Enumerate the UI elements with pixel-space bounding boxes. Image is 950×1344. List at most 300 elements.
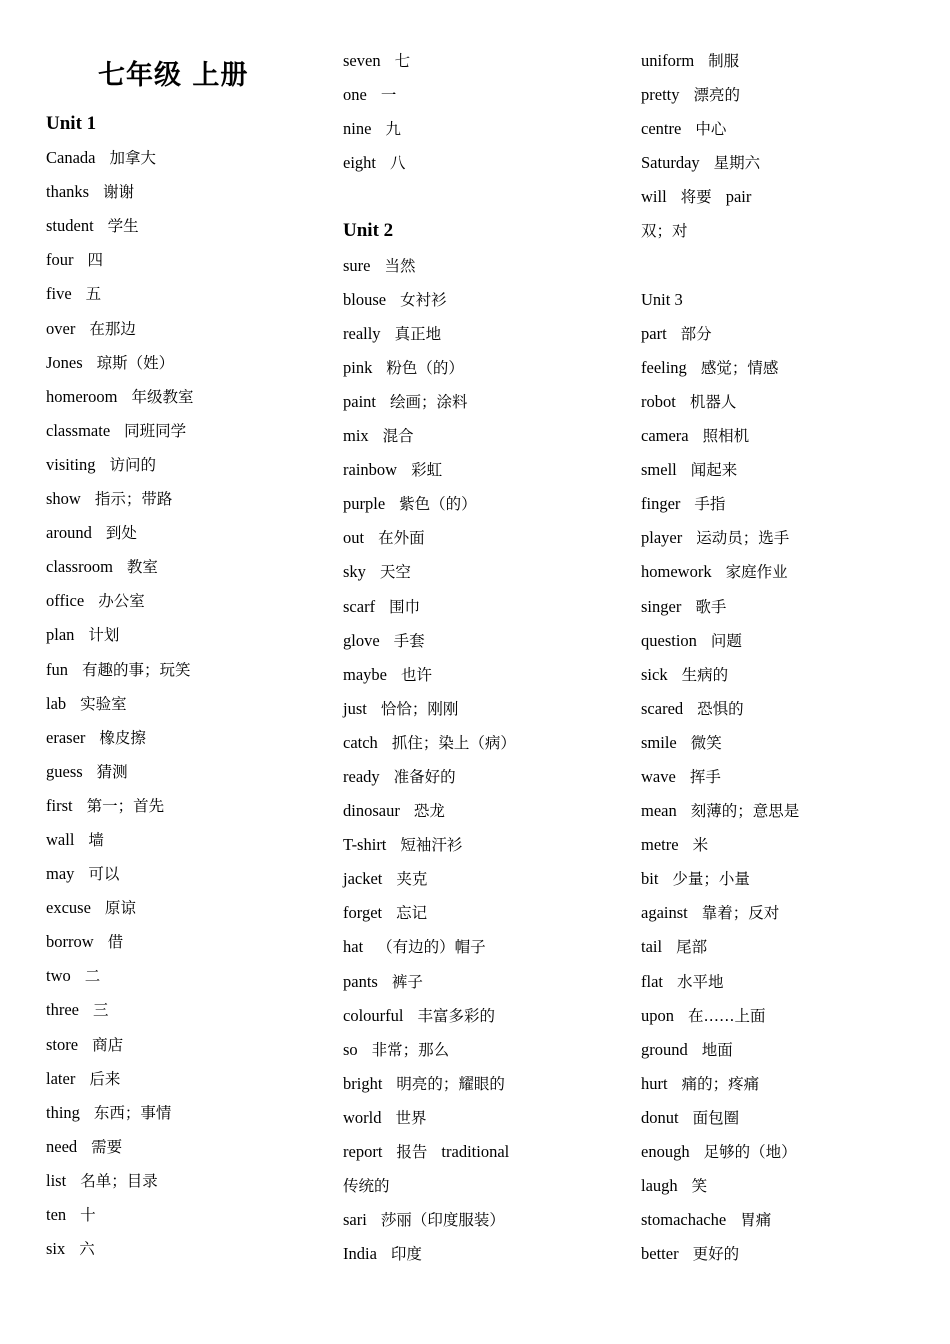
- vocab-entry: [641, 794, 911, 828]
- vocab-word: glove: [343, 630, 380, 650]
- vocab-meaning: 部分: [680, 324, 712, 343]
- vocab-word: traditional: [441, 1142, 510, 1161]
- vocab-continuation: [343, 1169, 613, 1203]
- vocab-meaning: 在那边: [89, 319, 136, 338]
- vocab-meaning: 抓住；染上（病）: [391, 733, 516, 752]
- vocab-word: rainbow: [343, 460, 398, 480]
- vocab-meaning: 六: [79, 1240, 95, 1259]
- vocab-meaning: 访问的: [109, 455, 157, 474]
- vocab-entry: [343, 44, 613, 78]
- vocab-word: Canada: [46, 148, 96, 168]
- vocab-meaning: 办公室: [98, 592, 145, 611]
- vocab-word: around: [46, 523, 92, 543]
- vocab-word: thing: [46, 1102, 80, 1122]
- vocab-meaning: 感觉；情感: [700, 358, 779, 377]
- vocab-word: catch: [343, 732, 378, 752]
- vocab-meaning: 靠着；反对: [701, 904, 780, 923]
- vocab-word: smell: [641, 460, 677, 480]
- vocab-entry: [343, 1203, 613, 1237]
- vocab-entry: [641, 896, 911, 930]
- vocab-entry: [641, 624, 911, 658]
- vocab-word: sick: [641, 664, 668, 684]
- vocab-word: uniform: [641, 51, 695, 70]
- vocab-entry: [46, 891, 316, 925]
- vocab-word: metre: [641, 835, 679, 855]
- vocab-word: out: [343, 528, 365, 548]
- vocab-continuation: [641, 214, 911, 248]
- vocab-meaning: 裤子: [391, 972, 423, 991]
- vocab-word: enough: [641, 1142, 690, 1161]
- vocab-word: dinosaur: [343, 801, 400, 821]
- vocab-meaning: 八: [390, 154, 406, 173]
- vocab-entry: [343, 487, 613, 521]
- vocab-meaning: 胃痛: [740, 1211, 772, 1230]
- vocab-entry: [343, 862, 613, 896]
- vocab-entry: [46, 993, 316, 1027]
- vocab-meaning: 猜测: [96, 762, 128, 781]
- vocab-meaning: 双；对: [641, 222, 688, 241]
- vocab-meaning: 计划: [88, 626, 120, 645]
- vocab-meaning: 十: [80, 1206, 96, 1224]
- vocab-entry: [46, 312, 316, 346]
- vocab-entry: [46, 1164, 316, 1198]
- vocab-meaning: 尾部: [676, 938, 708, 957]
- vocab-word: feeling: [641, 357, 687, 377]
- vocab-meaning: 印度: [390, 1245, 422, 1264]
- vocab-meaning: 琼斯（姓）: [96, 353, 175, 372]
- vocab-meaning: 手套: [393, 631, 425, 650]
- vocab-entry: [641, 760, 911, 794]
- vocab-meaning: 忘记: [396, 904, 428, 923]
- vocab-meaning: 混合: [382, 427, 414, 446]
- vocab-word: donut: [641, 1107, 679, 1127]
- vocab-entry: [343, 828, 613, 862]
- vocab-meaning: 少量；小量: [672, 870, 750, 889]
- vocab-meaning: 准备好的: [393, 767, 456, 786]
- vocab-meaning: 原谅: [104, 899, 136, 918]
- vocab-entry: [46, 687, 316, 721]
- vocab-entry: [46, 243, 316, 277]
- vocab-word: three: [46, 1000, 79, 1020]
- vocab-word: later: [46, 1068, 76, 1088]
- vocab-word: ground: [641, 1039, 688, 1059]
- unit-heading: Unit 3: [641, 289, 683, 309]
- vocab-entry: [46, 618, 316, 652]
- vocab-entry: [343, 794, 613, 828]
- vocab-entry: [343, 760, 613, 794]
- vocab-meaning: 水平地: [677, 972, 724, 991]
- vocab-entry: [641, 112, 911, 146]
- vocab-meaning: 歌手: [695, 597, 727, 616]
- vocab-entry: [343, 419, 613, 453]
- vocab-word: borrow: [46, 932, 94, 952]
- vocab-meaning: 恐惧的: [697, 699, 744, 718]
- vocab-entry: [46, 755, 316, 789]
- vocab-entry: [641, 1169, 911, 1203]
- column-3: [641, 44, 911, 1271]
- vocab-meaning: 在……上面: [688, 1006, 766, 1025]
- vocab-entry: [46, 277, 316, 311]
- vocab-word: jacket: [343, 869, 383, 889]
- vocab-meaning: 真正地: [394, 324, 442, 343]
- vocab-meaning: 恐龙: [413, 802, 445, 821]
- vocab-meaning: 绘画；涂料: [390, 392, 468, 411]
- vocab-entry: [343, 555, 613, 589]
- vocab-entry: [46, 414, 316, 448]
- vocab-meaning: 东西；事情: [93, 1103, 172, 1122]
- vocab-word: tail: [641, 937, 663, 957]
- vocab-meaning: 九: [385, 120, 401, 139]
- vocab-meaning: 年级教室: [131, 387, 194, 406]
- vocab-meaning: 教室: [126, 558, 158, 577]
- vocab-meaning: 传统的: [343, 1177, 390, 1196]
- unit-heading: Unit 2: [343, 220, 394, 242]
- vocab-word: Jones: [46, 352, 83, 372]
- vocab-meaning: 紫色（的）: [399, 495, 477, 514]
- vocab-word: just: [343, 698, 367, 718]
- vocab-meaning: 三: [92, 1001, 109, 1020]
- vocab-meaning: 照相机: [702, 427, 750, 446]
- vocab-entry: [46, 346, 316, 380]
- vocab-word: world: [343, 1107, 382, 1127]
- vocab-entry: [46, 823, 316, 857]
- vocab-word: sari: [343, 1210, 367, 1230]
- vocab-word: mix: [343, 426, 369, 446]
- vocab-word: upon: [641, 1005, 674, 1025]
- vocab-meaning: 将要: [680, 188, 712, 207]
- vocab-entry: [343, 283, 613, 317]
- vocab-word: seven: [343, 51, 381, 70]
- vocab-word: visiting: [46, 454, 96, 474]
- vocab-entry: [343, 112, 613, 146]
- vocab-entry: [46, 789, 316, 823]
- vocab-entry: [343, 999, 613, 1033]
- vocab-entry: [641, 1203, 911, 1237]
- vocab-word: report: [343, 1142, 383, 1161]
- vocab-meaning: 借: [107, 933, 124, 952]
- vocab-word: lab: [46, 693, 67, 713]
- vocab-entry: [343, 726, 613, 760]
- vocab-entry: [641, 453, 911, 487]
- blank-line: [343, 180, 613, 214]
- vocab-entry: [641, 521, 911, 555]
- vocab-meaning: （有边的）帽子: [377, 938, 486, 957]
- vocab-word: classmate: [46, 420, 111, 440]
- vocab-meaning: 笑: [691, 1177, 708, 1196]
- vocab-entry: [343, 1067, 613, 1101]
- vocab-word: classroom: [46, 557, 113, 577]
- vocab-word: fun: [46, 659, 68, 679]
- vocab-meaning: 痛的；疼痛: [681, 1074, 760, 1093]
- vocab-entry: [46, 516, 316, 550]
- vocab-meaning: 天空: [379, 563, 411, 582]
- vocab-word: colourful: [343, 1005, 404, 1025]
- vocab-word: pink: [343, 357, 373, 377]
- vocab-entry: [343, 249, 613, 283]
- vocab-word: better: [641, 1244, 679, 1264]
- vocab-word: list: [46, 1170, 67, 1190]
- vocab-meaning: 需要: [91, 1137, 123, 1156]
- vocab-meaning: 当然: [384, 256, 416, 275]
- vocab-meaning: 也许: [400, 665, 432, 684]
- vocab-entry: [641, 590, 911, 624]
- vocab-entry: [641, 1237, 911, 1271]
- column-2: [343, 44, 613, 1271]
- vocab-entry: [641, 726, 911, 760]
- column-1: [46, 44, 316, 1266]
- vocab-meaning: 挥手: [689, 767, 721, 786]
- vocab-meaning: 学生: [107, 217, 139, 236]
- vocab-entry: [343, 896, 613, 930]
- vocab-meaning: 有趣的事；玩笑: [82, 660, 191, 679]
- vocab-meaning: 第一；首先: [86, 796, 165, 815]
- vocab-word: one: [343, 85, 367, 105]
- vocab-entry: [343, 658, 613, 692]
- vocab-entry: [46, 721, 316, 755]
- vocab-entry: [641, 419, 911, 453]
- vocab-word: paint: [343, 391, 376, 411]
- vocab-word: centre: [641, 119, 682, 139]
- vocab-word: so: [343, 1039, 358, 1059]
- vocab-word: plan: [46, 625, 75, 645]
- vocab-entry: [46, 584, 316, 618]
- vocab-entry: [343, 78, 613, 112]
- vocab-meaning: 非常；那么: [371, 1040, 450, 1059]
- vocab-word: office: [46, 591, 85, 611]
- vocab-word: camera: [641, 426, 689, 446]
- vocab-word: two: [46, 966, 71, 986]
- vocab-word: bit: [641, 869, 659, 889]
- vocab-word: finger: [641, 494, 681, 514]
- vocab-entry: [343, 1033, 613, 1067]
- vocab-meaning: 可以: [88, 865, 120, 884]
- vocab-word: forget: [343, 903, 383, 923]
- vocab-meaning: 问题: [710, 631, 742, 650]
- vocab-entry: [343, 1101, 613, 1135]
- vocab-word: player: [641, 528, 683, 548]
- vocab-meaning: 七: [394, 52, 411, 70]
- vocab-word: robot: [641, 391, 676, 411]
- vocab-entry: [46, 959, 316, 993]
- vocab-word: sure: [343, 255, 371, 275]
- vocab-meaning: 名单；目录: [80, 1171, 158, 1190]
- vocab-entry: [641, 999, 911, 1033]
- vocab-entry: [343, 453, 613, 487]
- vocab-word: will: [641, 187, 667, 207]
- vocab-word: homework: [641, 562, 712, 582]
- vocab-meaning: 刻薄的；意思是: [690, 802, 800, 821]
- vocab-entry: [641, 487, 911, 521]
- vocab-meaning: 围巾: [389, 597, 421, 616]
- vocab-word: hurt: [641, 1073, 668, 1093]
- vocab-meaning: 手指: [694, 495, 726, 514]
- vocab-word: homeroom: [46, 386, 118, 406]
- vocab-entry: [641, 1135, 911, 1169]
- vocab-word: pants: [343, 971, 378, 991]
- vocab-word: wave: [641, 766, 676, 786]
- vocab-word: singer: [641, 596, 682, 616]
- vocab-word: smile: [641, 732, 677, 752]
- vocab-word: really: [343, 323, 381, 343]
- vocab-word: T-shirt: [343, 835, 387, 855]
- vocab-word: blouse: [343, 289, 387, 309]
- vocab-word: over: [46, 318, 76, 338]
- vocab-entry: [343, 317, 613, 351]
- vocab-word: thanks: [46, 182, 90, 202]
- vocab-meaning: 商店: [92, 1035, 124, 1054]
- vocab-entry: [641, 692, 911, 726]
- vocab-word: student: [46, 216, 94, 236]
- vocab-meaning: 机器人: [689, 392, 737, 411]
- vocab-word: part: [641, 323, 667, 343]
- vocab-meaning: 谢谢: [103, 183, 135, 202]
- vocab-meaning: 更好的: [692, 1245, 740, 1264]
- vocab-entry: [46, 209, 316, 243]
- vocab-meaning: 报告: [396, 1143, 428, 1161]
- vocab-meaning: 明亮的；耀眼的: [396, 1074, 505, 1093]
- vocab-word: eight: [343, 153, 376, 173]
- vocab-entry: [46, 1028, 316, 1062]
- vocab-word: ready: [343, 766, 380, 786]
- vocab-word: hat: [343, 937, 364, 957]
- vocab-word: Saturday: [641, 153, 700, 173]
- vocab-entry: [46, 1198, 316, 1232]
- vocab-entry: [641, 930, 911, 964]
- vocab-entry: [641, 658, 911, 692]
- vocab-entry: [641, 180, 911, 214]
- vocab-entry: [46, 141, 316, 175]
- vocab-meaning: 微笑: [690, 733, 722, 752]
- vocab-entry: [343, 146, 613, 180]
- vocab-meaning: 彩虹: [411, 461, 443, 480]
- vocab-word: question: [641, 630, 697, 650]
- vocab-word: bright: [343, 1073, 383, 1093]
- vocab-meaning: 一: [380, 86, 397, 105]
- vocab-word: eraser: [46, 727, 86, 747]
- vocab-meaning: 指示；带路: [94, 490, 173, 509]
- vocab-meaning: 女衬衫: [400, 290, 447, 309]
- vocab-word: guess: [46, 761, 83, 781]
- vocab-word: excuse: [46, 898, 91, 918]
- vocab-entry: [46, 857, 316, 891]
- vocab-word: four: [46, 250, 74, 270]
- vocab-meaning: 四: [87, 251, 104, 270]
- vocab-meaning: 生病的: [681, 665, 729, 684]
- vocab-word: scared: [641, 698, 684, 718]
- vocab-meaning: 恰恰；刚刚: [380, 699, 459, 718]
- vocab-entry: [46, 380, 316, 414]
- vocab-meaning: 星期六: [713, 154, 761, 173]
- vocab-entry: [46, 1062, 316, 1096]
- vocab-entry: [343, 385, 613, 419]
- vocab-entry: [641, 965, 911, 999]
- vocab-entry: [641, 351, 911, 385]
- vocab-entry: [641, 1101, 911, 1135]
- vocab-entry: [641, 828, 911, 862]
- vocab-meaning: 墙: [88, 830, 104, 849]
- vocab-entry: [46, 1096, 316, 1130]
- vocab-word: need: [46, 1136, 78, 1156]
- vocab-entry: [641, 146, 911, 180]
- vocab-word: flat: [641, 971, 663, 991]
- vocab-meaning: 夹克: [396, 870, 428, 889]
- vocab-meaning: 短袖汗衫: [400, 836, 463, 855]
- vocab-entry: [46, 925, 316, 959]
- vocab-meaning: 地面: [701, 1040, 733, 1059]
- vocab-word: maybe: [343, 664, 387, 684]
- vocab-entry: [46, 482, 316, 516]
- vocab-entry: [641, 44, 911, 78]
- vocab-meaning: 世界: [395, 1108, 427, 1127]
- vocab-entry: [343, 624, 613, 658]
- vocab-entry: [641, 555, 911, 589]
- vocab-meaning: 漂亮的: [693, 86, 741, 105]
- vocab-entry: [343, 1135, 613, 1169]
- vocab-entry: [641, 1033, 911, 1067]
- vocab-meaning: 五: [85, 285, 102, 304]
- vocab-word: India: [343, 1244, 377, 1264]
- blank-line: [641, 249, 911, 283]
- vocab-word: may: [46, 864, 75, 884]
- vocab-entry: [46, 1232, 316, 1266]
- vocab-meaning: 家庭作业: [725, 563, 788, 582]
- vocab-entry: [46, 653, 316, 687]
- vocab-meaning: 粉色（的）: [386, 358, 464, 377]
- vocab-meaning: 米: [692, 836, 709, 855]
- page-title: 七年级 上册: [98, 60, 249, 91]
- vocab-entry: [46, 550, 316, 584]
- unit-heading: Unit 1: [46, 113, 97, 134]
- vocab-word: five: [46, 284, 72, 304]
- vocab-meaning: 面包圈: [692, 1108, 740, 1127]
- vocab-meaning: 实验室: [80, 694, 127, 713]
- vocab-meaning: 同班同学: [124, 421, 187, 440]
- vocab-entry: [343, 1237, 613, 1271]
- vocab-meaning: 在外面: [378, 529, 425, 548]
- vocab-entry: [641, 385, 911, 419]
- vocab-meaning: 莎丽（印度服装）: [380, 1211, 505, 1230]
- vocab-entry: [641, 1067, 911, 1101]
- vocab-entry: [641, 317, 911, 351]
- vocab-word: nine: [343, 119, 372, 139]
- vocab-word: purple: [343, 494, 386, 514]
- vocab-entry: [343, 521, 613, 555]
- vocab-word: pair: [725, 187, 752, 207]
- vocab-entry: [343, 965, 613, 999]
- vocab-meaning: 到处: [105, 524, 137, 543]
- vocab-meaning: 丰富多彩的: [417, 1006, 495, 1025]
- vocab-word: sky: [343, 562, 366, 582]
- vocab-meaning: 橡皮擦: [99, 728, 146, 747]
- vocab-meaning: 运动员；选手: [696, 529, 790, 548]
- vocab-meaning: 闻起来: [690, 461, 738, 480]
- vocab-word: show: [46, 489, 81, 509]
- vocab-meaning: 足够的（地）: [703, 1143, 797, 1161]
- vocab-meaning: 中心: [695, 120, 727, 139]
- vocab-word: store: [46, 1034, 79, 1054]
- vocab-meaning: 二: [84, 967, 101, 986]
- vocab-word: six: [46, 1239, 66, 1259]
- vocab-meaning: 后来: [89, 1069, 121, 1088]
- vocab-meaning: 制服: [708, 52, 740, 70]
- vocab-word: mean: [641, 801, 677, 821]
- vocab-meaning: 加拿大: [109, 149, 156, 168]
- vocab-entry: [343, 351, 613, 385]
- vocab-word: laugh: [641, 1176, 678, 1196]
- vocab-entry: [641, 862, 911, 896]
- vocab-entry: [343, 930, 613, 964]
- vocab-word: against: [641, 903, 688, 923]
